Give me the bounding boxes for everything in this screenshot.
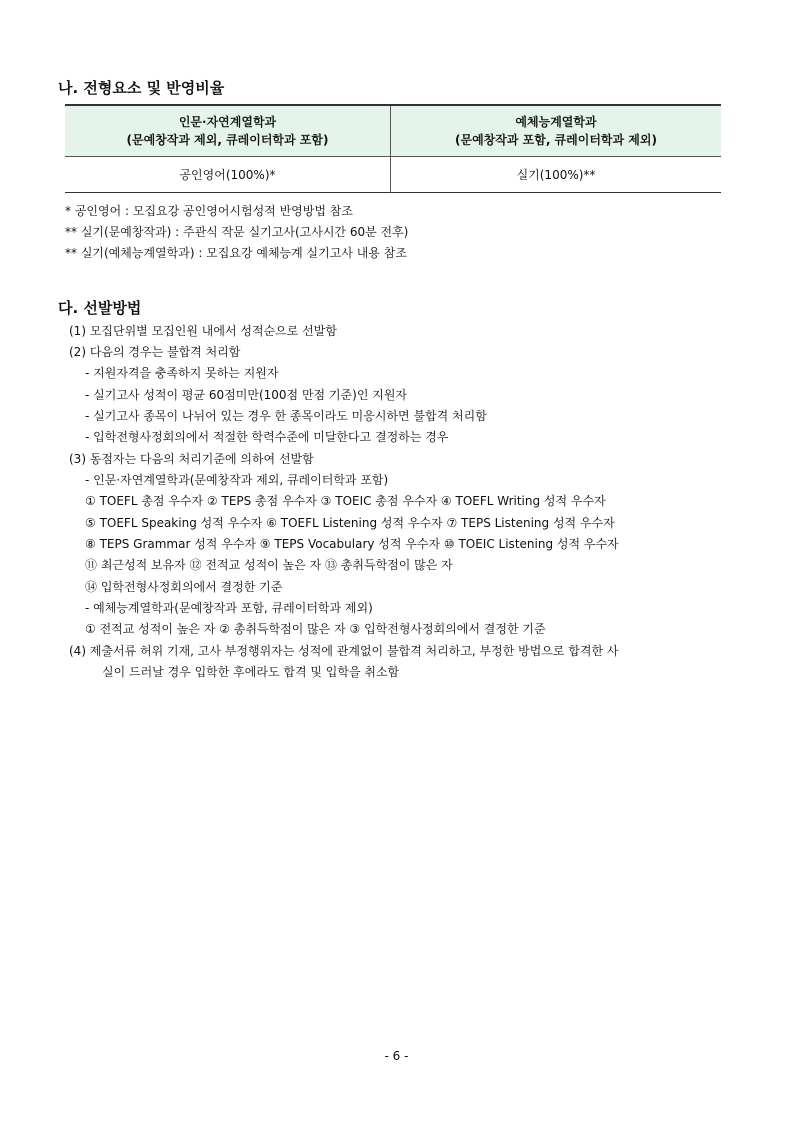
header-line: (문예창작과 포함, 큐레이터학과 제외) <box>455 133 657 147</box>
header-line: 인문·자연계열학과 <box>178 115 277 129</box>
note: * 공인영어 : 모집요강 공인영어시험성적 반영방법 참조 <box>65 204 353 218</box>
list-item: ⑭ 입학전형사정회의에서 결정한 기준 <box>85 580 283 594</box>
list-item: - 실기고사 성적이 평균 60점미만(100점 만점 기준)인 지원자 <box>85 388 408 402</box>
list-item: ⑧ TEPS Grammar 성적 우수자 ⑨ TEPS Vocabulary 성적 우수자 ⑩ TOEIC Listening 성적 우수자 <box>85 537 619 551</box>
list-item: - 지원자격을 충족하지 못하는 지원자 <box>85 366 279 380</box>
list-item: ⑤ TOEFL Speaking 성적 우수자 ⑥ TOEFL Listening 성적 우수자 ⑦ TEPS Listening 성적 우수자 <box>85 516 615 530</box>
list-item: ① 전적교 성적이 높은 자 ② 총취득학점이 많은 자 ③ 입학전형사정회의에서 결정한 기준 <box>85 622 546 636</box>
list-item: - 실기고사 종목이 나뉘어 있는 경우 한 종목이라도 미응시하면 불합격 처리함 <box>85 409 487 423</box>
list-item: - 입학전형사정회의에서 적절한 학력수준에 미달한다고 결정하는 경우 <box>85 430 449 444</box>
section-title-da: 다. 선발방법 <box>58 299 142 317</box>
list-item: ⑪ 최근성적 보유자 ⑫ 전적교 성적이 높은 자 ⑬ 총취득학점이 많은 자 <box>85 558 453 572</box>
header-line: (문예창작과 제외, 큐레이터학과 포함) <box>126 133 329 147</box>
header-line: 예체능계열학과 <box>515 115 597 129</box>
list-item: 실이 드러날 경우 입학한 후에라도 합격 및 입학을 취소함 <box>102 665 400 679</box>
list-item: (4) 제출서류 허위 기재, 고사 부정행위자는 성적에 관계없이 불합격 처리하고, 부정한 방법으로 합격한 사 <box>69 644 619 658</box>
table-cell: 실기(100%)** <box>391 157 722 193</box>
page-number: - 6 - <box>384 1049 409 1063</box>
list-item: - 인문·자연계열학과(문예창작과 제외, 큐레이터학과 포함) <box>85 473 389 487</box>
list-item: (1) 모집단위별 모집인원 내에서 성적순으로 선발함 <box>69 324 337 338</box>
note: ** 실기(예체능계열학과) : 모집요강 예체능계 실기고사 내용 참조 <box>65 246 407 260</box>
note: ** 실기(문예창작과) : 주관식 작문 실기고사(고사시간 60분 전후) <box>65 225 409 239</box>
table-cell: 공인영어(100%)* <box>179 168 276 182</box>
list-item: (3) 동점자는 다음의 처리기준에 의하여 선발함 <box>69 452 314 466</box>
list-item: - 예체능계열학과(문예창작과 포함, 큐레이터학과 제외) <box>85 601 373 615</box>
list-item: (2) 다음의 경우는 불합격 처리함 <box>69 345 241 359</box>
section-title-na: 나. 전형요소 및 반영비율 <box>58 79 225 97</box>
list-item: ① TOEFL 총점 우수자 ② TEPS 총점 우수자 ③ TOEIC 총점 우수자 ④ TOEFL Writing 성적 우수자 <box>85 494 606 508</box>
